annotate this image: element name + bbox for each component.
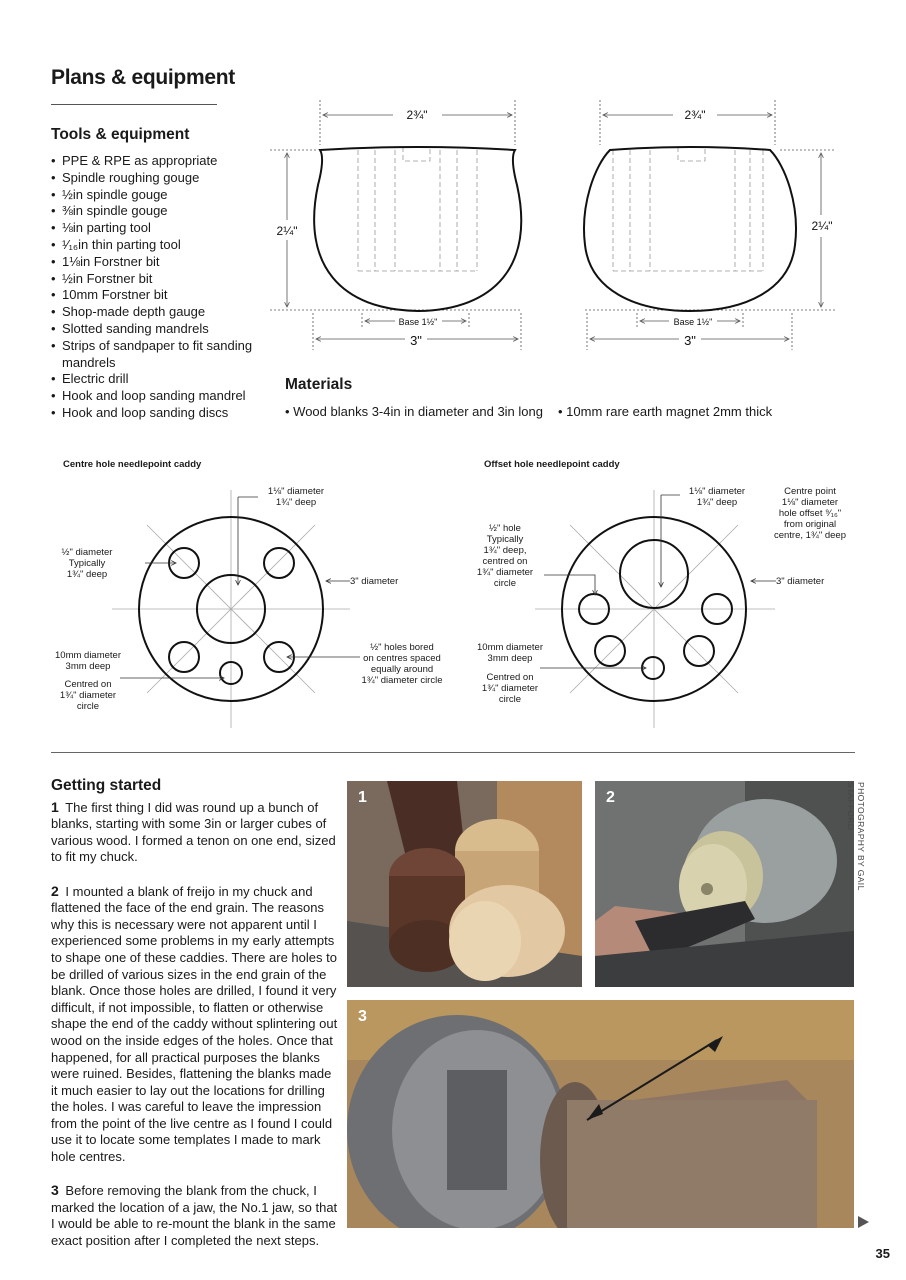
base-label-right: Base 1½" <box>673 317 713 327</box>
offset-centred-note: Centred on 1¾" diameter circle <box>481 672 539 705</box>
list-item: • PPE & RPE as appropriate <box>51 153 266 170</box>
step-text: I mounted a blank of freijo in my chuck and flattened the face of the end grain. The reasons why this is necessary were not apparent until I experienced some problems in my early attempts to shape one of these caddies. There are holes to be drilled of various sizes in the end grain of the blank. Once those holes are drilled, I found it very difficult, if not impossible, to flatten or otherwise shape the end of the caddy without splintering out wood on the inside edges of the holes. Once that happened, for all practical purposes the blanks were ruined. Besides, flattening the blanks made it much easier to lay out the locations for drilling the holes. I was careful to leave the impression from the point of the live centre as I found I could use it to locate some templates I made to mark hole centres. <box>51 883 338 1165</box>
list-item: • 1⅛in Forstner bit <box>51 254 266 271</box>
offset-centre-point-note: Centre point 1⅛" diameter hole offset ⁹⁄₁₆" from original centre, 1¾" deep <box>773 486 847 541</box>
step-paragraph <box>51 883 338 1166</box>
step-text: Before removing the blank from the chuck, I marked the location of a jaw, the No.1 jaw, so that I would be able to re-mount the blank in the same exact position after I completed the next steps. <box>51 1183 338 1249</box>
centre-half-hole-note: ½" diameter Typically 1¾" deep <box>61 547 113 580</box>
offset-outer-note: 3" diameter <box>776 576 825 587</box>
title-rule <box>51 104 217 105</box>
list-item: • Hook and loop sanding mandrel <box>51 388 266 405</box>
list-item: • ⅜in spindle gouge <box>51 203 266 220</box>
profile-right <box>584 100 835 350</box>
list-item: • Spindle roughing gouge <box>51 170 266 187</box>
photo-2-image <box>595 781 854 987</box>
list-item: • 10mm Forstner bit <box>51 287 266 304</box>
tools-heading: Tools & equipment <box>51 126 190 143</box>
list-item: • Shop-made depth gauge <box>51 304 266 321</box>
step-number: 2 <box>51 882 59 899</box>
offset-diagram-title: Offset hole needlepoint caddy <box>484 459 620 470</box>
list-item: • ½in Forstner bit <box>51 271 266 288</box>
materials-item: • 10mm rare earth magnet 2mm thick <box>558 404 772 419</box>
photo-1 <box>347 781 582 987</box>
photo-2-number: 2 <box>606 789 615 806</box>
step-number: 3 <box>51 1182 59 1199</box>
top-width-label-right: 2¾" <box>684 108 706 122</box>
height-label-left: 2¼" <box>276 224 298 238</box>
centre-diagram-title: Centre hole needlepoint caddy <box>63 459 202 470</box>
article-body <box>51 778 338 1266</box>
list-item: • ⅛in parting tool <box>51 220 266 237</box>
offset-half-hole-note: ½" hole Typically 1¾" deep, centred on 1¾" diameter circle <box>476 523 534 589</box>
materials-item: • Wood blanks 3-4in in diameter and 3in long <box>285 404 543 419</box>
step-paragraph <box>51 1182 338 1249</box>
materials-heading: Materials <box>285 376 353 393</box>
profile-left <box>270 100 521 350</box>
centre-outer-note: 3" diameter <box>350 576 399 587</box>
continue-arrow-icon <box>858 1216 869 1228</box>
article-heading: Getting started <box>51 777 162 794</box>
centre-bored-note: ½" holes bored on centres spaced equally around 1¾" diameter circle <box>361 642 443 686</box>
photo-3-number: 3 <box>358 1008 367 1025</box>
top-width-label-left: 2¾" <box>406 108 428 122</box>
list-item: • ½in spindle gouge <box>51 187 266 204</box>
section-rule <box>51 752 855 753</box>
centre-magnet-note: 10mm diameter 3mm deep <box>55 650 121 672</box>
offset-magnet-note: 10mm diameter 3mm deep <box>477 642 543 664</box>
centre-big-hole-note: 1⅛" diameter 1¾" deep <box>267 486 325 508</box>
centre-centred-note: Centred on 1¾" diameter circle <box>59 679 117 712</box>
profile-drawings <box>265 95 845 355</box>
overall-width-label-left: 3" <box>410 333 422 348</box>
list-item: • Slotted sanding mandrels <box>51 321 266 338</box>
photo-1-image <box>347 781 582 987</box>
step-text: The first thing I did was round up a bunch of blanks, starting with some 3in or larger cubes of various wood. I formed a tenon on one end, sized to fit my chuck. <box>51 799 336 865</box>
page-number: 35 <box>875 1246 890 1261</box>
tools-list <box>51 153 266 422</box>
list-item: • Hook and loop sanding discs <box>51 405 266 422</box>
offset-big-hole-note: 1⅛" diameter 1¾" deep <box>688 486 746 508</box>
photo-credit: PHOTOGRAPHY BY GAIL STAFFORD <box>846 782 866 891</box>
photo-3-image <box>347 1000 854 1228</box>
list-item: • ¹⁄₁₆in thin parting tool <box>51 237 266 254</box>
photo-3 <box>347 1000 854 1228</box>
photo-1-number: 1 <box>358 789 367 806</box>
step-number: 1 <box>51 798 59 815</box>
list-item: • Electric drill <box>51 371 266 388</box>
overall-width-label-right: 3" <box>684 333 696 348</box>
page-title: Plans & equipment <box>51 66 235 89</box>
list-item: • Strips of sandpaper to fit sanding mandrels <box>51 338 266 372</box>
height-label-right: 2¼" <box>811 219 833 233</box>
step-paragraph <box>51 799 338 866</box>
photo-2 <box>595 781 854 987</box>
base-label-left: Base 1½" <box>398 317 438 327</box>
